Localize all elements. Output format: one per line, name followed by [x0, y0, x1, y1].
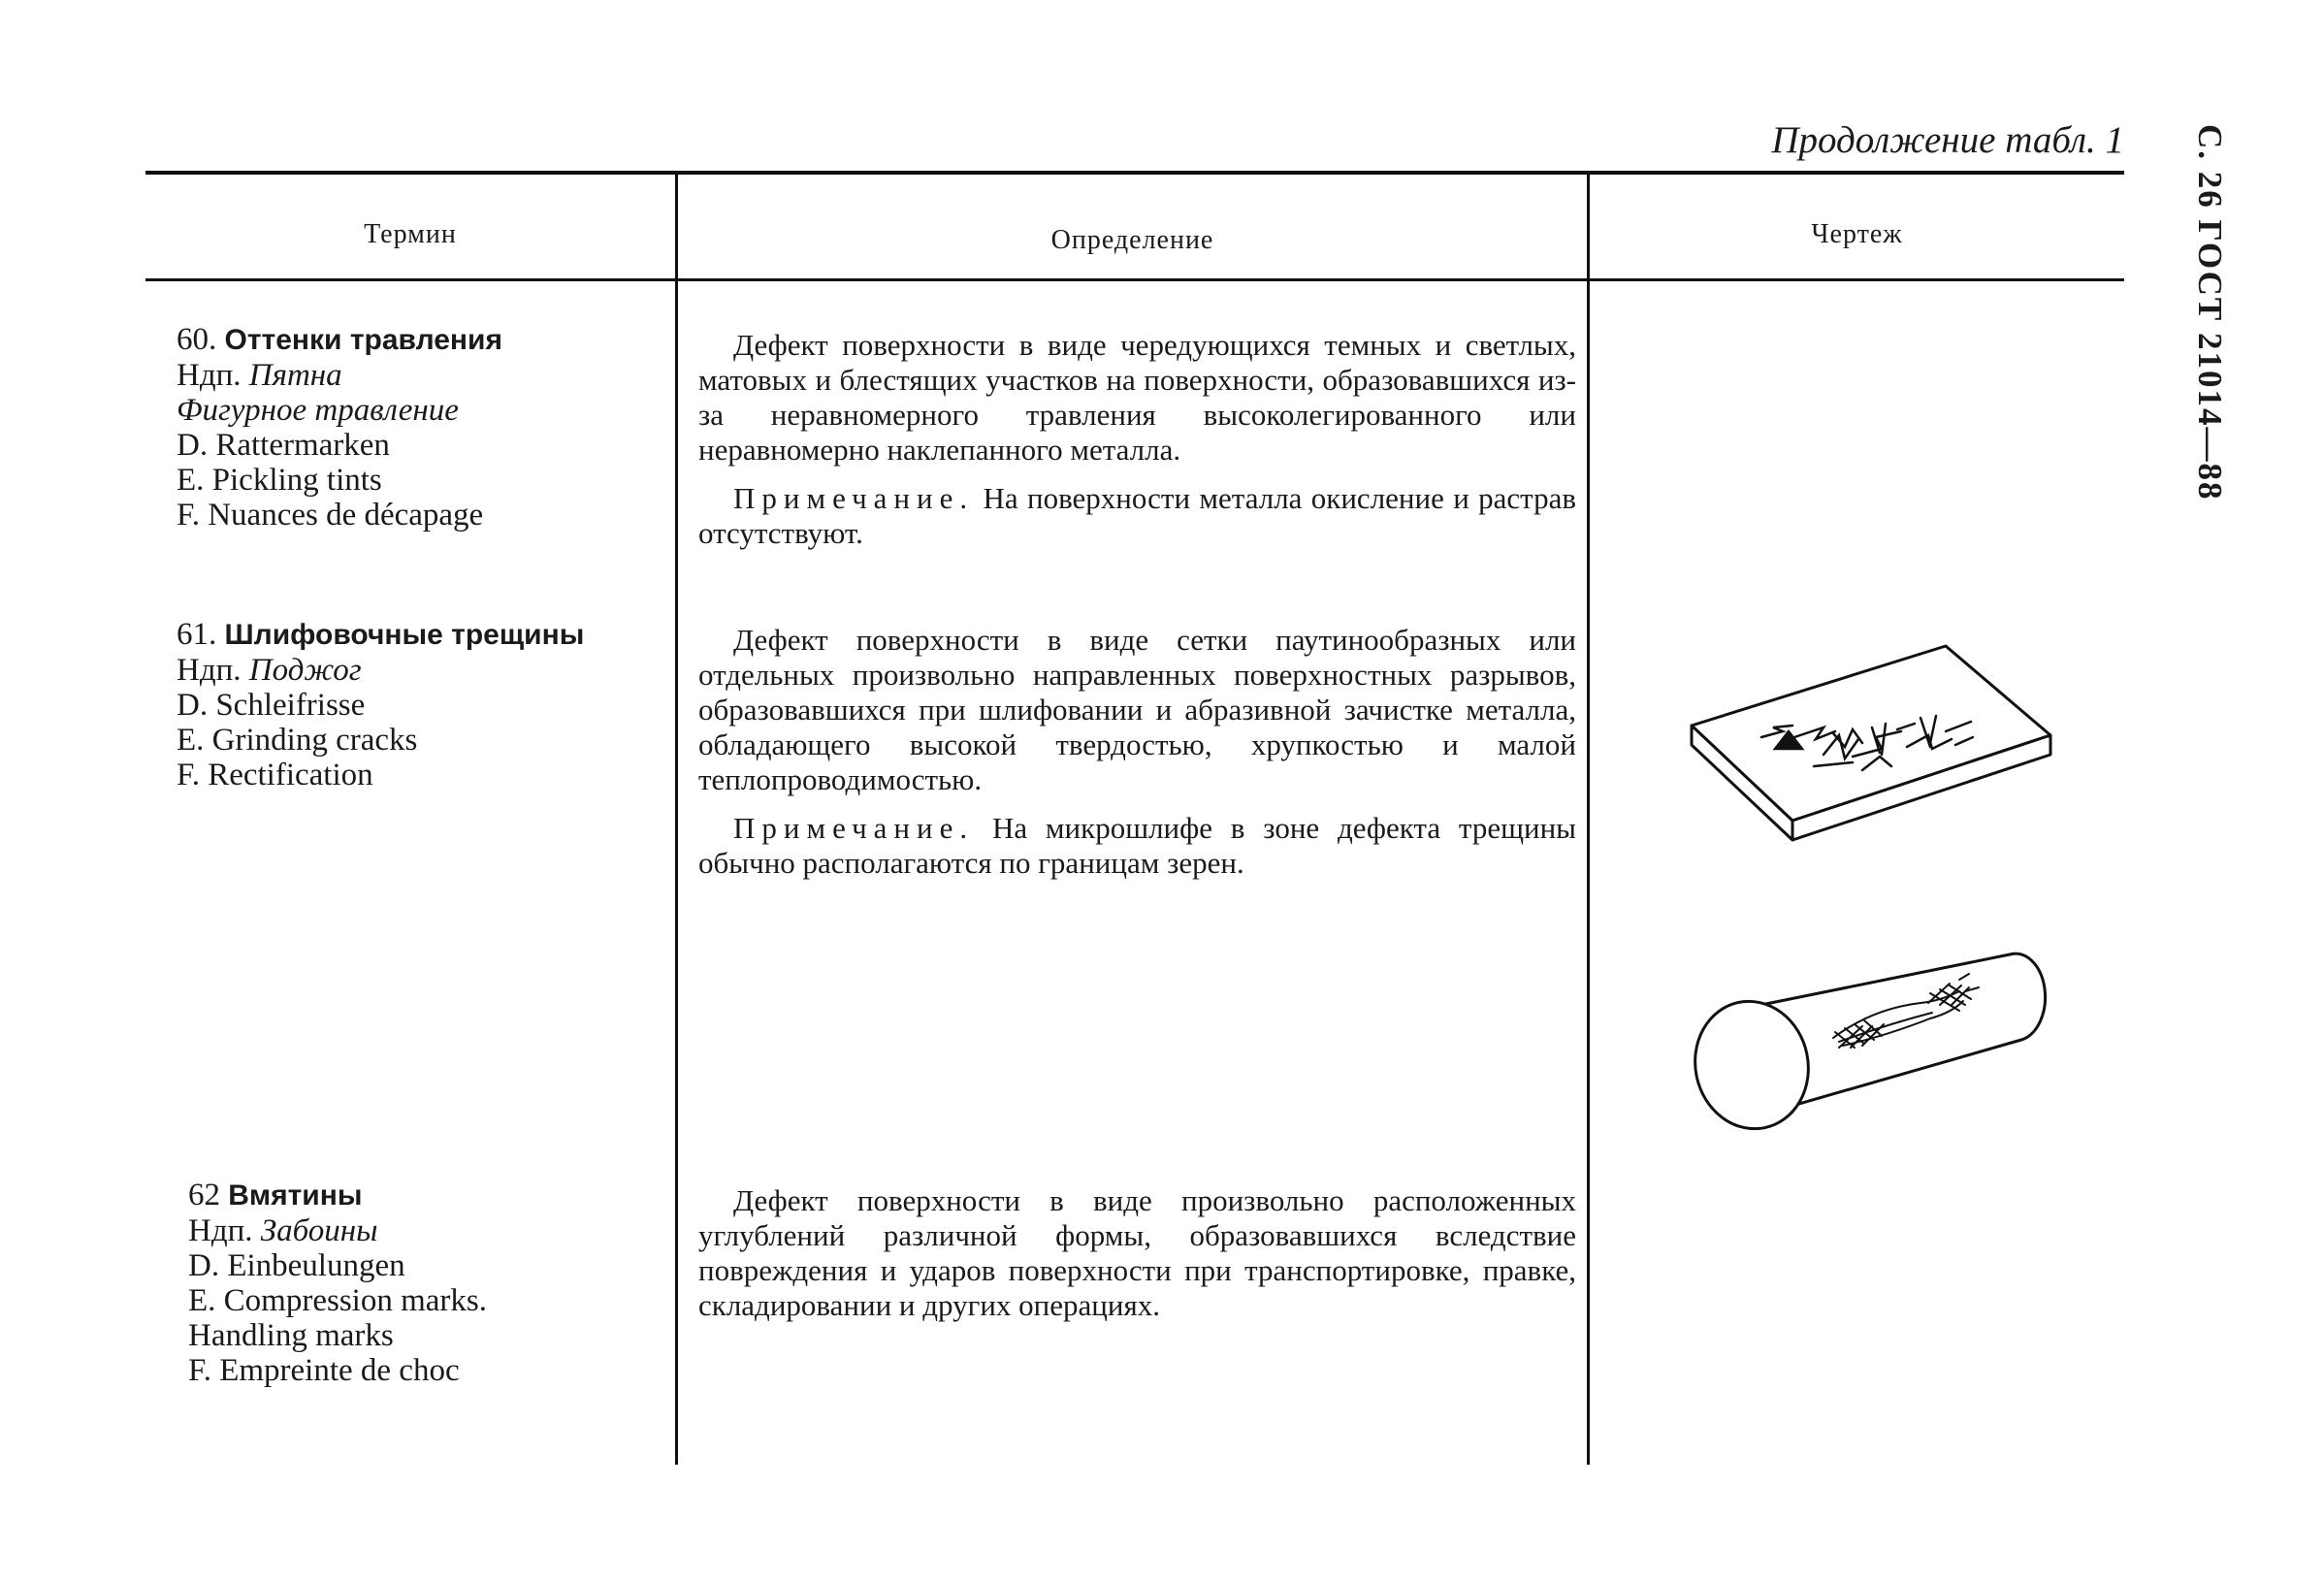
crack-network [1761, 716, 1973, 770]
note-text: На микрошлифе в зоне дефекта трещины обычно располагаются по границам зерен. [698, 811, 1576, 880]
foreign-term-de: D. Rattermarken [177, 428, 390, 463]
table-continuation-caption: Продолжение табл. 1 [1771, 119, 2124, 161]
definition-text: Дефект поверхности в виде произвольно расположенных углублений различной формы, образовавшихся вследствие повреждения и ударов поверхности при транспортировке, правке, складировании и других операциях. [698, 1183, 1576, 1322]
definition-62 [698, 1183, 1576, 1323]
note-label: Примечание. [733, 481, 975, 515]
column-header-term: Термин [364, 219, 457, 249]
term-title: Шлифовочные трещины [224, 619, 585, 651]
term-title: Вмятины [228, 1179, 363, 1211]
column-header-definition: Определение [1050, 225, 1214, 255]
term-62 [188, 1178, 671, 1388]
column-header-drawing: Чертеж [1811, 219, 1903, 249]
foreign-term-en: E. Compression marks. [188, 1283, 487, 1318]
definition-60 [698, 328, 1576, 551]
foreign-term-en-2: Handling marks [188, 1318, 394, 1353]
page-number-and-standard: С. 26 ГОСТ 21014—88 [2191, 124, 2229, 501]
foreign-term-fr: F. Nuances de décapage [177, 498, 484, 533]
term-60 [177, 322, 671, 533]
note-text: На поверхности металла окисление и растрав отсутствуют. [698, 481, 1576, 550]
table-header-rule [145, 278, 2124, 281]
term-61 [177, 617, 671, 792]
column-divider-2 [1587, 175, 1590, 1465]
plate-drawing [1678, 640, 2066, 854]
ndp-label: Ндп. [188, 1213, 253, 1248]
ndp-item: Забоины [260, 1213, 378, 1248]
foreign-term-en: E. Pickling tints [177, 463, 382, 498]
term-number: 62 [188, 1178, 220, 1212]
foreign-term-fr: F. Empreinte de choc [188, 1353, 460, 1388]
ndp-item: Фигурное травление [177, 393, 459, 428]
definition-61 [698, 623, 1576, 881]
foreign-term-en: E. Grinding cracks [177, 723, 418, 758]
definition-text: Дефект поверхности в виде чередующихся темных и светлых, матовых и блестящих участков на поверхности, образовавшихся из-за неравномерного травления высоколегированного или неравномерно наклепанного металла. [698, 328, 1576, 467]
cylinder-drawing [1668, 931, 2056, 1145]
term-number: 61. [177, 617, 217, 652]
ndp-item: Пятна [248, 358, 342, 393]
ndp-label: Ндп. [177, 358, 242, 393]
ndp-label: Ндп. [177, 653, 242, 688]
foreign-term-de: D. Schleifrisse [177, 688, 366, 723]
foreign-term-de: D. Einbeulungen [188, 1248, 405, 1283]
ndp-item: Поджог [248, 653, 362, 688]
term-title: Оттенки травления [224, 324, 502, 356]
definition-text: Дефект поверхности в виде сетки паутинообразных или отдельных произвольно направленных поверхностных разрывов, образовавшихся при шлифовании и абразивной зачистке металла, обладающего высокой твердостью, хрупкостью и малой теплопроводимостью. [698, 623, 1576, 796]
foreign-term-fr: F. Rectification [177, 758, 373, 792]
page-side-label [2151, 124, 2229, 580]
table-top-rule [145, 171, 2124, 175]
term-number: 60. [177, 322, 217, 357]
note-label: Примечание. [733, 811, 975, 845]
column-divider-1 [675, 175, 678, 1465]
